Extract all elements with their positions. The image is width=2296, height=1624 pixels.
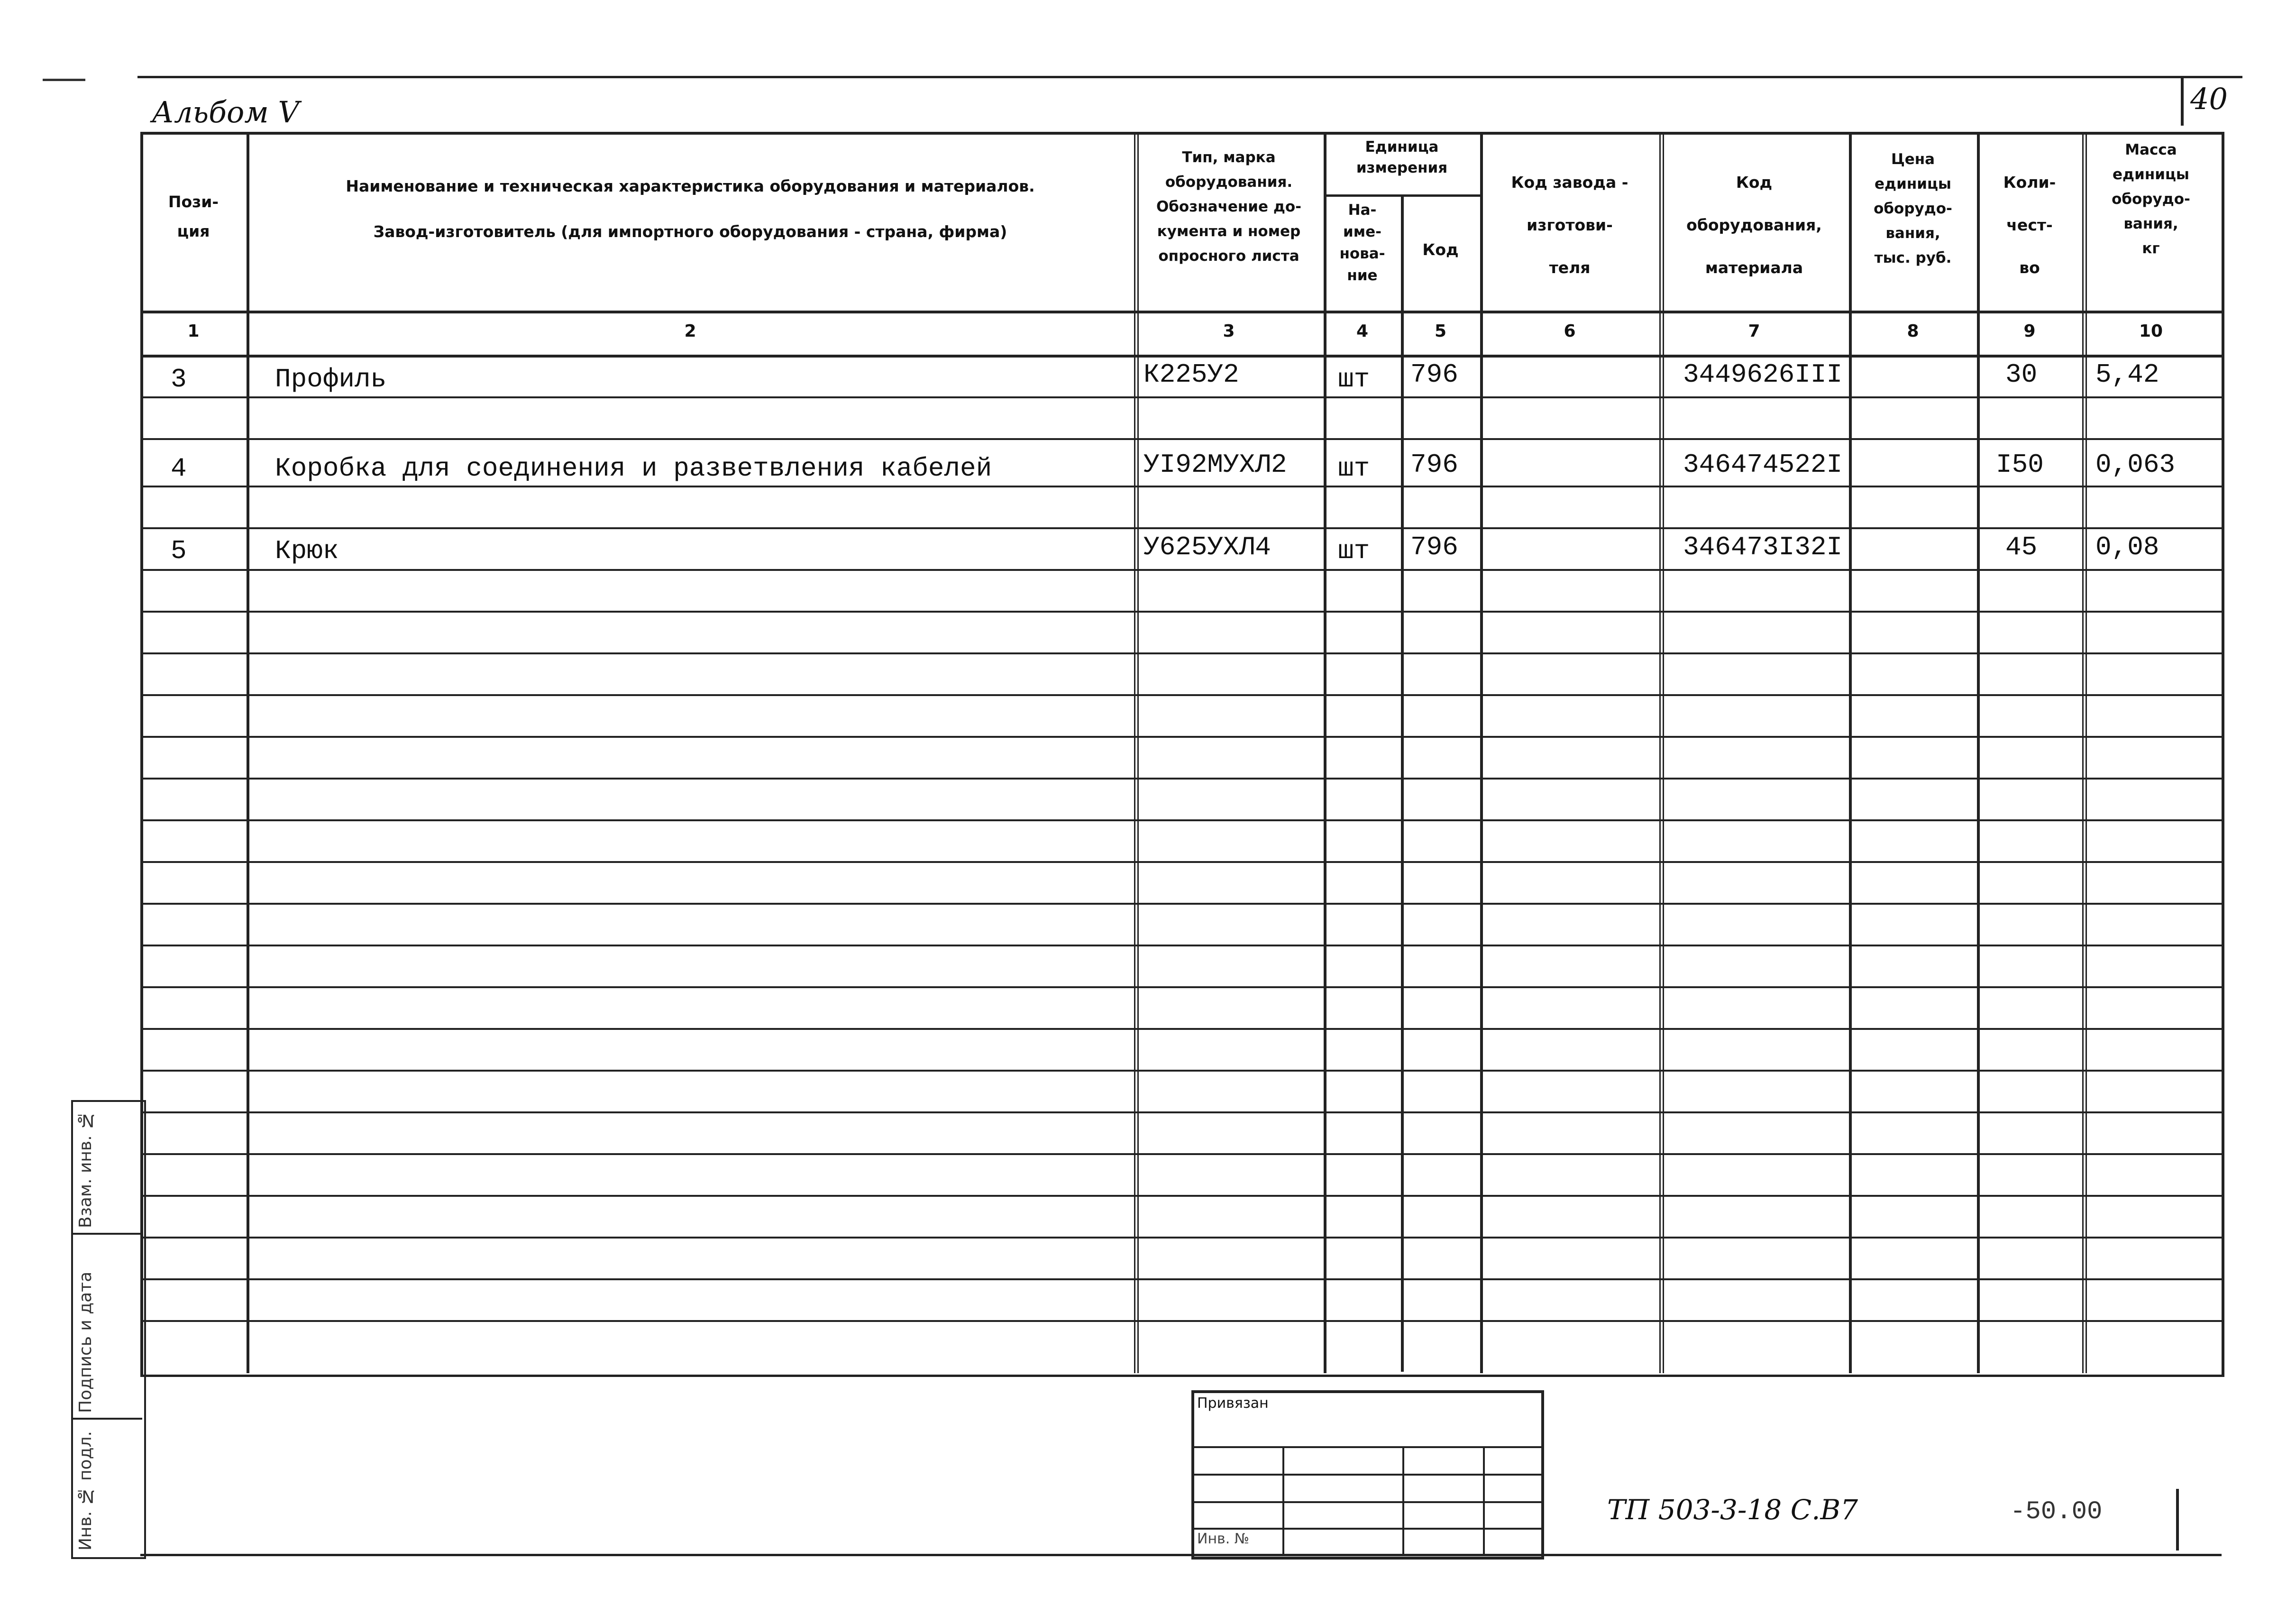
frame-right-tick: [2176, 1489, 2179, 1551]
page-number: 40: [2190, 82, 2228, 116]
stamp-line: [1191, 1446, 1541, 1448]
sheet-code: -50.00: [2010, 1497, 2103, 1526]
row-name: Коробка для соединения и разветвления кабелей: [275, 453, 992, 484]
column-number: 6: [1564, 321, 1576, 341]
row-line: [140, 1070, 2224, 1072]
document-designation: ТП 503-3-18 С.В7: [1607, 1494, 1858, 1526]
row-line: [140, 1028, 2224, 1030]
stamp-col: [1483, 1446, 1485, 1555]
header-unit-code: Код: [1422, 240, 1459, 259]
row-unit: шт: [1338, 453, 1370, 484]
col-line: [1659, 132, 1664, 1373]
frame-mark: [43, 79, 85, 81]
stamp-line: [1191, 1528, 1541, 1530]
column-number: 3: [1223, 321, 1235, 341]
row-unit-code: 796: [1410, 532, 1458, 562]
row-mass: 0,063: [2095, 450, 2176, 480]
header-name-line2: Завод-изготовитель (для импортного оборудования - страна, фирма): [373, 222, 1007, 241]
row-qty: 45: [2005, 532, 2038, 562]
stamp-line: [1191, 1474, 1541, 1476]
row-name: Профиль: [275, 364, 387, 395]
column-number: 5: [1434, 321, 1447, 341]
row-equip-code: 346473I32I: [1683, 532, 1843, 562]
stamp-foot: Инв. №: [1197, 1531, 1250, 1547]
col-line: [1324, 132, 1326, 1373]
row-unit: шт: [1338, 364, 1370, 395]
col-line: [247, 132, 249, 1373]
row-unit-code: 796: [1410, 450, 1458, 480]
col-line: [1849, 132, 1852, 1373]
col-line: [1977, 132, 1980, 1373]
row-line: [140, 611, 2224, 613]
col-line: [1134, 132, 1139, 1373]
stamp-col: [1402, 1446, 1404, 1555]
row-equip-code: 346474522I: [1683, 450, 1843, 480]
row-line: [140, 778, 2224, 780]
row-pos: 4: [171, 453, 187, 484]
row-line: [140, 1237, 2224, 1239]
header-pos: Пози- ция: [168, 193, 219, 240]
column-number: 2: [684, 321, 696, 341]
row-line: [140, 486, 2224, 487]
stamp-line: [1191, 1501, 1541, 1503]
row-mass: 5,42: [2095, 359, 2159, 390]
row-line: [140, 1195, 2224, 1197]
side-stamp-c1: Инв. № подл.: [76, 1431, 95, 1551]
side-stamp-line: [71, 1418, 142, 1420]
header-name-line1: Наименование и техническая характеристика оборудования и материалов.: [346, 177, 1035, 195]
column-number: 7: [1748, 321, 1760, 341]
col-line: [2082, 132, 2087, 1373]
side-stamp-line: [71, 1233, 142, 1235]
stamp-title: Привязан: [1197, 1395, 1269, 1412]
column-number: 1: [187, 321, 200, 341]
row-line: [140, 945, 2224, 946]
row-line: [140, 438, 2224, 440]
row-line: [140, 1153, 2224, 1155]
header-line: [140, 311, 2224, 313]
row-line: [140, 694, 2224, 696]
header-equip-code: Код оборудования, материала: [1686, 173, 1822, 277]
row-line: [140, 1320, 2224, 1322]
row-qty: I50: [1996, 450, 2044, 480]
album-label: Альбом V: [152, 95, 300, 129]
column-number: 9: [2023, 321, 2036, 341]
row-type: К225У2: [1143, 359, 1239, 390]
side-stamp-c2: Подпись и дата: [76, 1271, 95, 1413]
header-price: Цена единицы оборудо- вания, тыс. руб.: [1874, 151, 1952, 266]
column-number: 4: [1356, 321, 1369, 341]
header-unit: Единица измерения: [1356, 138, 1448, 176]
specification-table: [140, 132, 2224, 1377]
column-number: 8: [1907, 321, 1919, 341]
row-qty: 30: [2005, 359, 2038, 390]
col-line: [1480, 132, 1483, 1373]
header-line: [140, 355, 2224, 358]
row-name: Крюк: [275, 536, 339, 566]
row-unit: шт: [1338, 536, 1370, 566]
side-stamp-c3: Взам. инв. №: [76, 1110, 95, 1228]
row-line: [140, 569, 2224, 571]
row-line: [140, 736, 2224, 738]
header-type: Тип, марка оборудования. Обозначение до- кумента и номер опросного листа: [1156, 149, 1302, 265]
row-line: [140, 861, 2224, 863]
row-line: [140, 527, 2224, 529]
row-pos: 3: [171, 364, 187, 395]
row-equip-code: 3449626III: [1683, 359, 1843, 390]
unit-split-line: [1324, 194, 1480, 197]
row-line: [140, 986, 2224, 988]
header-qty: Коли- чест- во: [2003, 173, 2056, 277]
stamp-col: [1282, 1446, 1284, 1555]
row-unit-code: 796: [1410, 359, 1458, 390]
header-mass: Масса единицы оборудо- вания, кг: [2112, 141, 2190, 257]
column-number: 10: [2139, 321, 2163, 341]
row-line: [140, 1111, 2224, 1113]
frame-top-line: [137, 76, 2242, 78]
header-plant-code: Код завода - изготови- теля: [1511, 173, 1628, 277]
row-line: [140, 903, 2224, 905]
row-line: [140, 652, 2224, 654]
header-unit-name: На- име- нова- ние: [1339, 202, 1385, 284]
row-line: [140, 1278, 2224, 1280]
row-type: УI92МУХЛ2: [1143, 450, 1287, 480]
row-line: [140, 819, 2224, 821]
row-line: [140, 396, 2224, 398]
row-pos: 5: [171, 536, 187, 566]
frame-bottom-line: [140, 1554, 2222, 1556]
row-type: У625УХЛ4: [1143, 532, 1271, 562]
row-mass: 0,08: [2095, 532, 2159, 562]
